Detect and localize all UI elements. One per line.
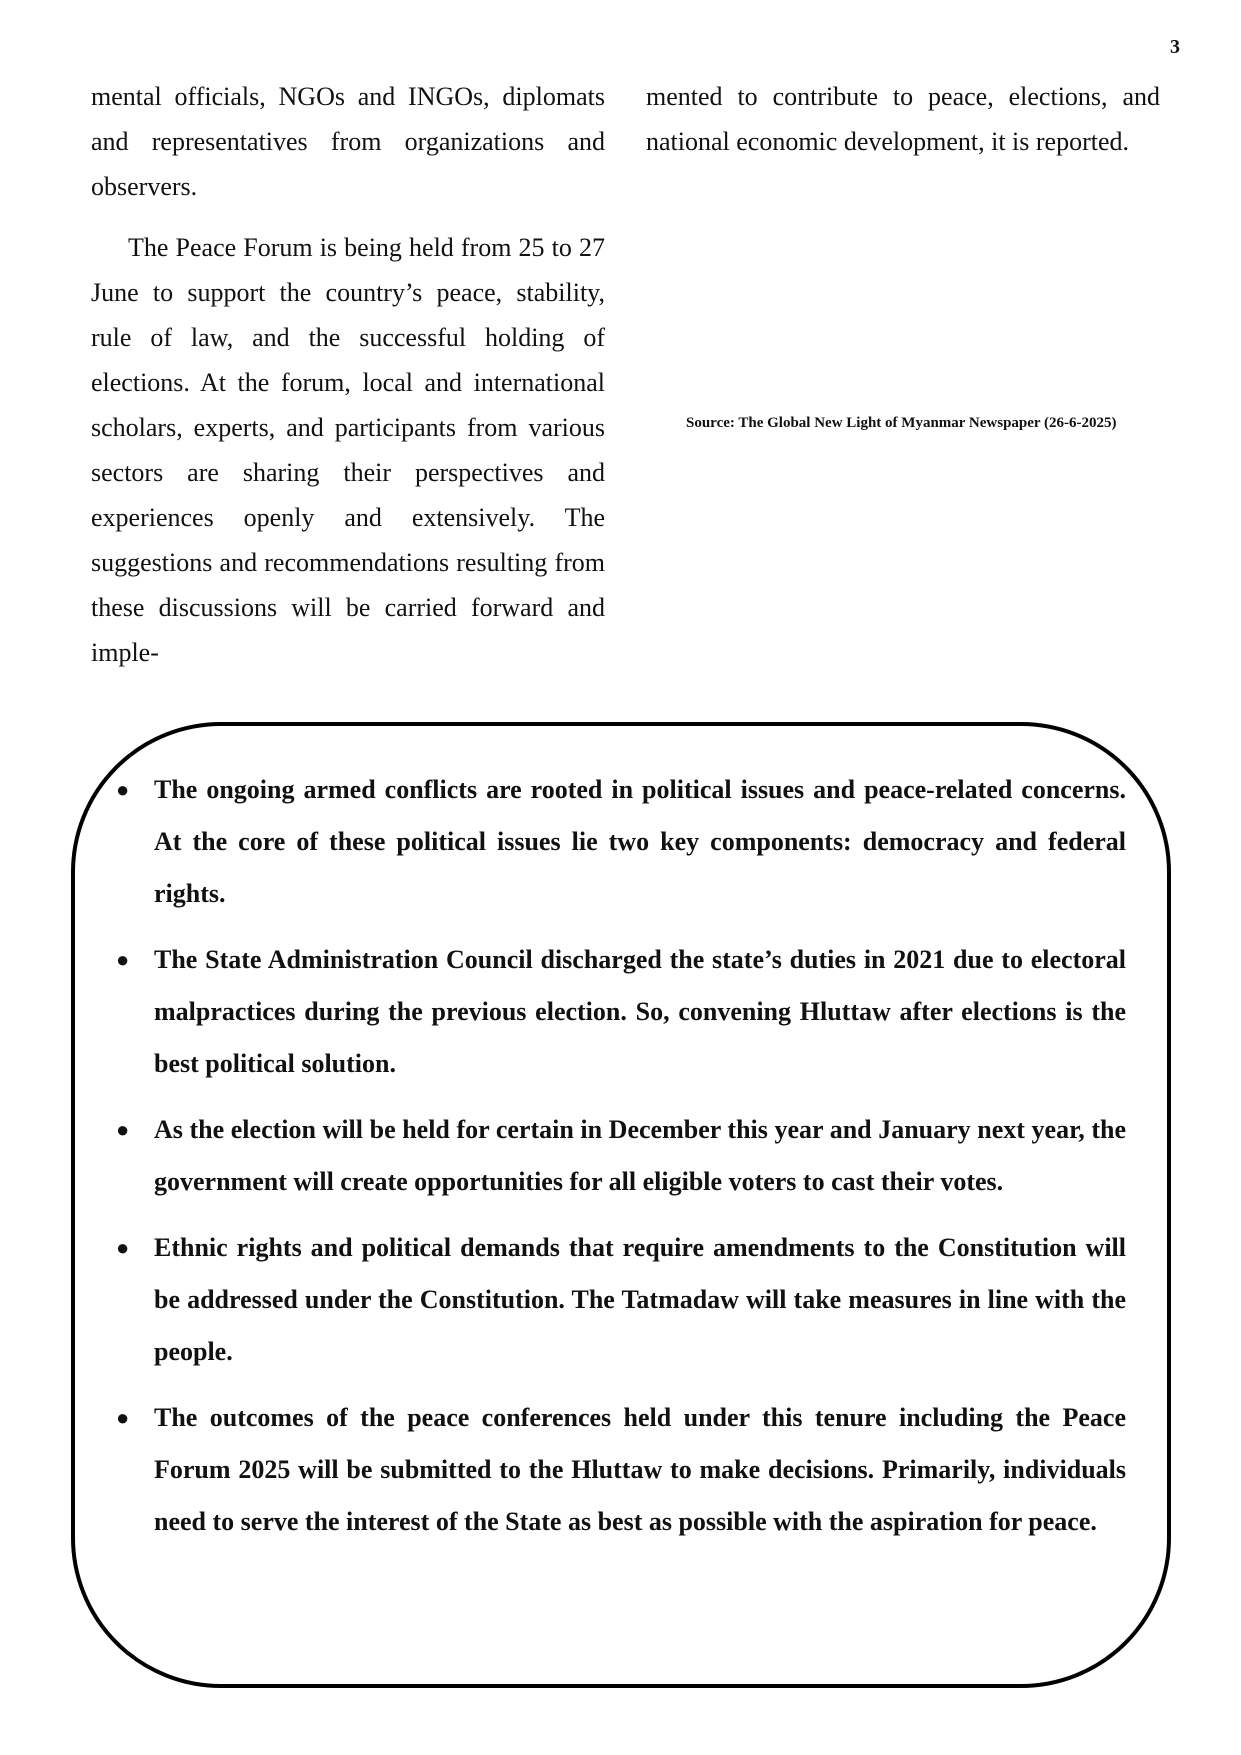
left-paragraph-1: mental officials, NGOs and INGOs, diplomats and representatives from organizations and observers. [91, 82, 605, 201]
highlight-item [116, 1222, 1126, 1378]
bullet-icon: ● [116, 1235, 130, 1260]
bullet-icon: ● [116, 777, 130, 802]
right-column [646, 74, 1160, 180]
bullet-icon: ● [116, 1117, 130, 1142]
bullet-icon: ● [116, 1405, 130, 1430]
highlight-item [116, 1104, 1126, 1208]
highlight-text: The outcomes of the peace conferences held under this tenure including the Peace Forum 2025 will be submitted to the Hluttaw to make decisions. Primarily, individuals need to serve the interest of the State as best as possible with the aspiration for peace. [154, 1403, 1126, 1536]
highlight-text: Ethnic rights and political demands that require amendments to the Constitution will be addressed under the Constitution. The Tatmadaw will take measures in line with the people. [154, 1233, 1126, 1366]
right-paragraph-1: mented to contribute to peace, elections, and national economic development, it is reported. [646, 82, 1160, 156]
highlight-text: As the election will be held for certain in December this year and January next year, the government will create opportunities for all eligible voters to cast their votes. [154, 1115, 1126, 1196]
highlight-item [116, 1392, 1126, 1548]
page-number: 3 [1170, 36, 1180, 58]
source-citation: Source: The Global New Light of Myanmar Newspaper (26-6-2025) [686, 415, 1117, 431]
highlight-text: The State Administration Council discharged the state’s duties in 2021 due to electoral malpractices during the previous election. So, convening Hluttaw after elections is the best political solution. [154, 945, 1126, 1078]
highlight-item [116, 764, 1126, 920]
highlights-list [116, 764, 1126, 1562]
left-column [91, 74, 605, 691]
highlight-item [116, 934, 1126, 1090]
highlight-text: The ongoing armed conflicts are rooted in political issues and peace-related concerns. At the core of these political issues lie two key components: democracy and federal rights. [154, 775, 1126, 908]
left-paragraph-2: The Peace Forum is being held from 25 to 27 June to support the country’s peace, stability, rule of law, and the successful holding of elections. At the forum, local and international scholars, experts, and participants from various sectors are sharing their perspectives and experiences openly and extensively. The suggestions and recommendations resulting from these discussions will be carried forward and imple- [91, 233, 605, 667]
bullet-icon: ● [116, 947, 130, 972]
